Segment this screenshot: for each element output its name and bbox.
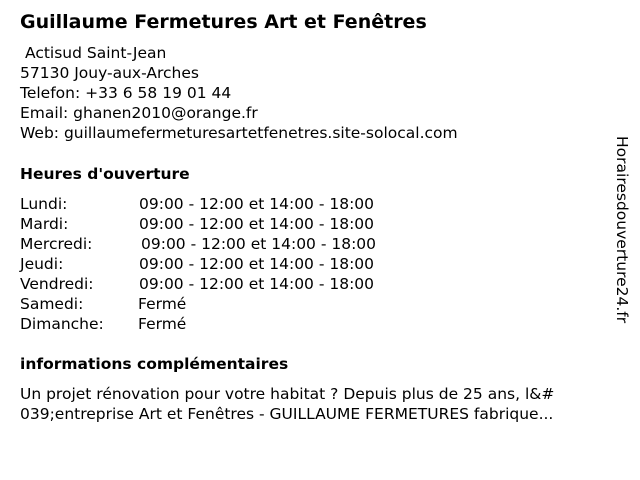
contact-block (20, 43, 458, 143)
info-heading: informations complémentaires (20, 355, 289, 373)
day-label: Samedi: (20, 295, 84, 313)
email-line: Email: ghanen2010@orange.fr (20, 104, 258, 122)
site-watermark: Horairesdouverture24.fr (613, 136, 631, 324)
address-line-2: 57130 Jouy-aux-Arches (20, 64, 199, 82)
phone-line: Telefon: +33 6 58 19 01 44 (20, 84, 232, 102)
day-hours: 09:00 - 12:00 et 14:00 - 18:00 (141, 235, 377, 253)
day-hours: 09:00 - 12:00 et 14:00 - 18:00 (139, 215, 375, 233)
day-label: Mardi: (20, 215, 69, 233)
day-label: Dimanche: (20, 315, 104, 333)
business-name: Guillaume Fermetures Art et Fenêtres (20, 11, 427, 33)
day-hours: Fermé (138, 295, 187, 313)
info-line-2: 039;entreprise Art et Fenêtres - GUILLAUME FERMETURES fabrique... (20, 405, 554, 423)
info-line-1: Un projet rénovation pour votre habitat ? Depuis plus de 25 ans, l&# (20, 385, 555, 403)
day-hours: 09:00 - 12:00 et 14:00 - 18:00 (139, 255, 375, 273)
day-label: Jeudi: (20, 255, 64, 273)
day-label: Vendredi: (20, 275, 94, 293)
info-description (20, 384, 640, 424)
day-label: Lundi: (20, 195, 68, 213)
web-line: Web: guillaumefermeturesartetfenetres.site-solocal.com (20, 124, 458, 142)
day-label: Mercredi: (20, 235, 93, 253)
hours-heading: Heures d'ouverture (20, 165, 190, 183)
day-hours: 09:00 - 12:00 et 14:00 - 18:00 (139, 195, 375, 213)
address-line-1: Actisud Saint-Jean (25, 44, 167, 62)
day-hours: Fermé (138, 315, 187, 333)
day-hours: 09:00 - 12:00 et 14:00 - 18:00 (139, 275, 375, 293)
